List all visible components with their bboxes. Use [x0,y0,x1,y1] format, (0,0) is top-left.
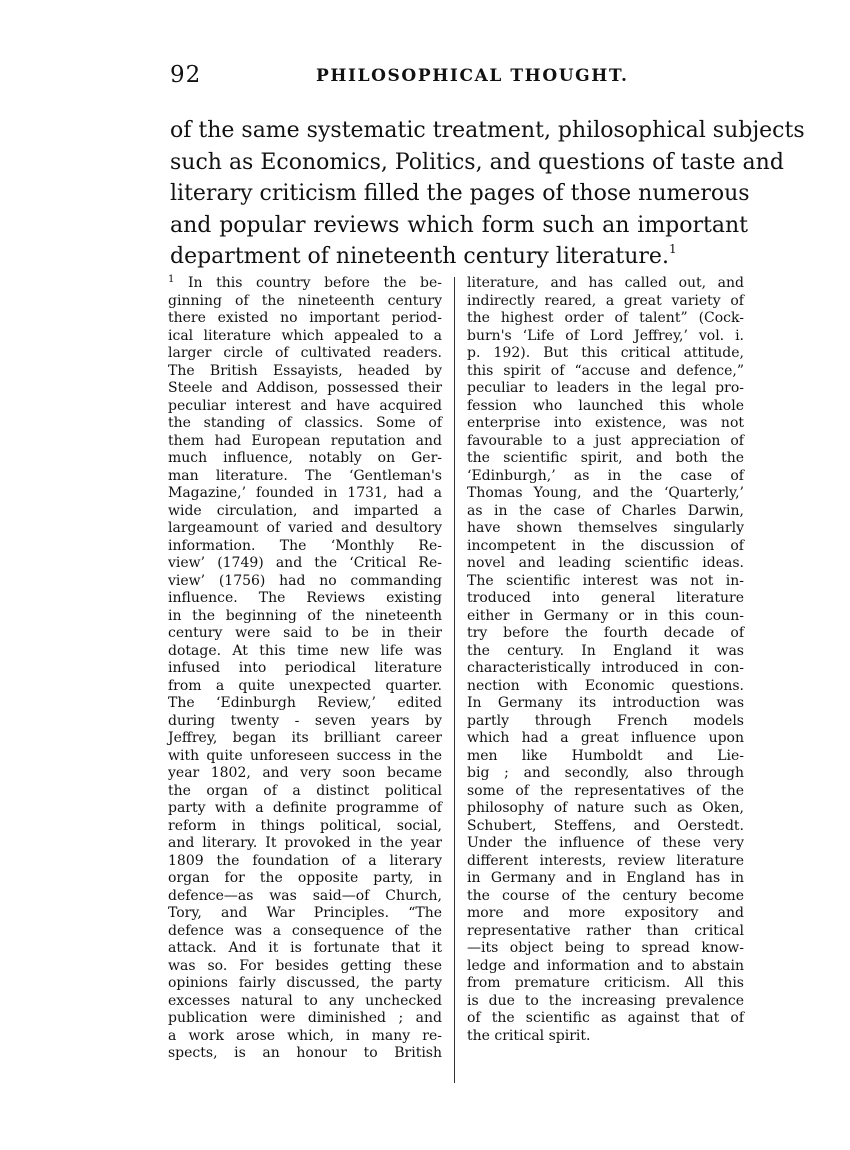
footnote-line: have shown themselves singularly [467,520,744,536]
footnote-line: defence was a consequence of the [168,922,442,939]
footnote-line: which had a great influence upon [467,730,744,746]
footnote-line: ledge and information and to abstain [467,957,744,974]
footnote-number: 1 [168,274,175,285]
footnote-line: party with a definite programme of [168,800,442,816]
footnote-line: Steele and Addison, possessed their [168,380,442,396]
footnote-line: defence—as was said—of Church, [168,887,442,904]
footnote-line: reform in things political, social, [168,817,442,834]
footnote-line: organ for the opposite party, in [168,870,442,886]
footnote-line: either in Germany or in this coun- [467,607,744,624]
footnote-line: was so. For besides getting these [168,957,442,974]
footnote-line: ginning of the nineteenth century [168,292,442,309]
footnote-line: the scientific spirit, and both the [467,450,744,466]
footnote-line: Magazine,’ founded in 1731, had a [168,485,442,501]
body-line: of the same systematic treatment, philosophical subjects [170,118,805,143]
footnote-line: man literature. The ‘Gentleman's [168,467,442,484]
footnote-line: in the beginning of the nineteenth [168,607,442,624]
body-line: such as Economics, Politics, and questions of taste and [170,149,784,175]
footnote-line: the highest order of talent” (Cock- [467,310,744,326]
footnote-line: men like Humboldt and Lie- [467,747,744,764]
footnote-line: dotage. At this time new life was [168,642,442,659]
footnote-line: in Germany and in England has in [467,870,744,886]
column-divider [454,277,455,1083]
footnote-line: big ; and secondly, also through [467,765,744,781]
footnote-line: the critical spirit. [467,1027,591,1044]
footnote-line: from premature criticism. All this [467,975,744,991]
footnote-line: philosophy of nature such as Oken, [467,800,744,816]
footnote-line-text: In this country before the be- [187,275,443,291]
footnote-line: nection with Economic questions. [467,677,744,694]
footnote-line: indirectly reared, a great variety of [467,292,744,309]
footnote-line [168,275,442,293]
footnote-line: incompetent in the discussion of [467,537,744,554]
footnote-line: try before the fourth decade of [467,625,744,641]
footnote-line: the standing of classics. Some of [168,415,442,431]
running-title: PHILOSOPHICAL THOUGHT. [316,66,629,86]
footnote-line: favourable to a just appreciation of [467,432,744,449]
footnote-line: view’ (1749) and the ‘Critical Re- [168,555,442,571]
footnote-line: peculiar interest and have acquired [168,397,442,414]
footnote-line: from a quite unexpected quarter. [168,677,442,694]
footnote-line: more and more expository and [467,905,744,921]
body-paragraph [170,115,805,273]
footnote-line: spects, is an honour to British [168,1045,442,1061]
footnote-line: there existed no important period- [168,310,442,326]
footnote-line: attack. And it is fortunate that it [168,940,442,956]
body-line-text: department of nineteenth century literature. [170,244,669,269]
footnote-line: In Germany its introduction was [467,695,744,711]
footnote-line: enterprise into existence, was not [467,415,744,431]
footnote-line: of the scientific as against that of [467,1010,744,1026]
footnote-line: novel and leading scientific ideas. [467,555,744,571]
footnote-line: partly through French models [467,712,744,729]
footnote-line: The scientific interest was not in- [467,572,744,589]
footnote-line: larger circle of cultivated readers. [168,345,442,361]
footnote-line: with quite unforeseen success in the [168,747,442,764]
footnote-line: different interests, review literature [467,852,744,869]
footnote-line: during twenty - seven years by [168,712,442,729]
footnote-line: p. 192). But this critical attitude, [467,345,744,361]
footnote-line: peculiar to leaders in the legal pro- [467,380,744,396]
footnote-line: this spirit of “accuse and defence,” [467,362,744,379]
footnote-line: a work arose which, in many re- [168,1027,442,1044]
footnote-reference: 1 [668,242,677,256]
footnote-line: as in the case of Charles Darwin, [467,502,744,519]
footnote-line: influence. The Reviews existing [168,590,442,606]
footnote-line: —its object being to spread know- [467,940,744,956]
footnote-line: fession who launched this whole [467,397,744,414]
footnote-left-column [168,275,442,1063]
footnote-line: year 1802, and very soon became [168,765,442,781]
footnote-line: troduced into general literature [467,590,744,606]
body-line: literary criticism filled the pages of those numerous [170,181,750,206]
footnote-line: Thomas Young, and the ‘Quarterly,’ [467,485,744,501]
body-line: and popular reviews which form such an important [170,212,748,238]
footnote-line: 1809 the foundation of a literary [168,852,442,869]
page-number: 92 [170,62,202,88]
footnote-line: Schubert, Steffens, and Oerstedt. [467,817,744,834]
footnote-line: the century. In England it was [467,642,744,659]
footnote-line: is due to the increasing prevalence [467,992,744,1009]
footnote-line: The British Essayists, headed by [168,362,442,379]
footnote-line: view’ (1756) had no commanding [168,572,442,589]
footnote-line: them had European reputation and [168,432,442,449]
footnote-line: excesses natural to any unchecked [168,992,442,1009]
footnote-line: Jeffrey, began its brilliant career [168,730,442,746]
footnote-line: century were said to be in their [168,625,442,641]
footnote-line: publication were diminished ; and [168,1010,442,1026]
footnote-line: ‘Edinburgh,’ as in the case of [467,467,744,484]
footnote-line: Under the influence of these very [467,835,744,851]
footnote-line: Tory, and War Principles. “The [168,905,442,921]
footnote-line: The ‘Edinburgh Review,’ edited [168,695,442,711]
footnote-line: representative rather than critical [467,922,744,939]
footnote-line: opinions fairly discussed, the party [168,975,442,991]
footnote-line: some of the representatives of the [467,782,744,799]
footnote-right-column [467,275,744,1045]
footnote-line: wide circulation, and imparted a [168,502,442,519]
footnote-line: infused into periodical literature [168,660,442,676]
footnote-line: and literary. It provoked in the year [168,835,442,851]
footnote-line: largeamount of varied and desultory [168,520,442,536]
footnote-line: literature, and has called out, and [467,275,744,291]
footnote-line: characteristically introduced in con- [467,660,744,676]
footnote-line: the organ of a distinct political [168,782,442,799]
footnote-line: much influence, notably on Ger- [168,450,442,466]
footnote-line: information. The ‘Monthly Re- [168,537,442,554]
body-line [170,241,748,273]
footnote-line: burn's ‘Life of Lord Jeffrey,’ vol. i. [467,327,744,344]
footnote-line: ical literature which appealed to a [168,327,442,344]
footnote-line: the course of the century become [467,887,744,904]
